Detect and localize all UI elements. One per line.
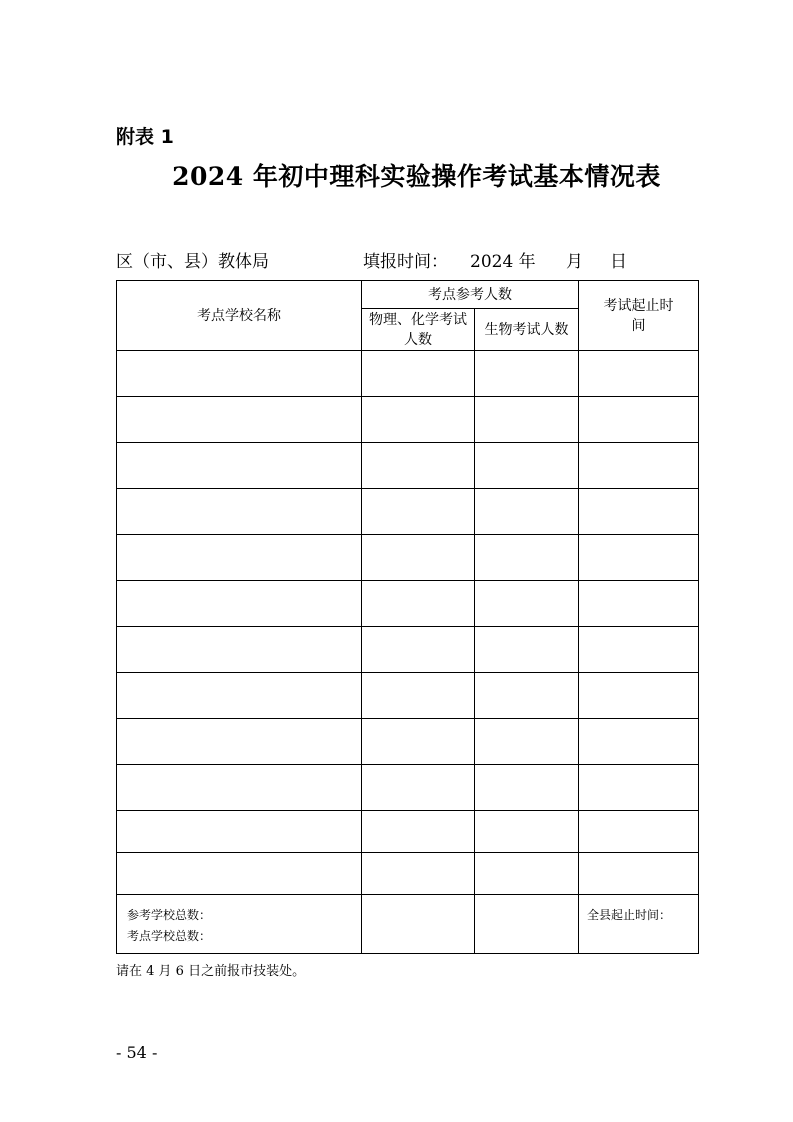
exam-time-cell[interactable] bbox=[579, 581, 699, 627]
county-time-cell[interactable] bbox=[579, 895, 699, 954]
bio-cell[interactable] bbox=[475, 397, 579, 443]
exam-time-cell[interactable] bbox=[579, 811, 699, 853]
school-name-cell[interactable] bbox=[117, 581, 362, 627]
table-row bbox=[117, 351, 699, 397]
year-label: 2024 年 bbox=[470, 252, 536, 272]
phys-chem-cell[interactable] bbox=[362, 397, 475, 443]
bio-cell[interactable] bbox=[475, 765, 579, 811]
header-phys-chem-count: 物理、化学考试人数 bbox=[362, 309, 475, 351]
header-bio-count: 生物考试人数 bbox=[475, 309, 579, 351]
bio-cell[interactable] bbox=[475, 489, 579, 535]
participating-schools-label: 参考学校总数： bbox=[127, 908, 212, 922]
bio-cell[interactable] bbox=[475, 673, 579, 719]
school-name-cell[interactable] bbox=[117, 351, 362, 397]
bio-cell[interactable] bbox=[475, 853, 579, 895]
school-name-cell[interactable] bbox=[117, 535, 362, 581]
school-name-cell[interactable] bbox=[117, 397, 362, 443]
school-name-cell[interactable] bbox=[117, 719, 362, 765]
exam-time-cell[interactable] bbox=[579, 535, 699, 581]
exam-time-cell[interactable] bbox=[579, 351, 699, 397]
exam-time-cell[interactable] bbox=[579, 719, 699, 765]
bureau-label: 区（市、县）教体局 bbox=[116, 252, 269, 272]
exam-time-cell[interactable] bbox=[579, 397, 699, 443]
phys-chem-cell[interactable] bbox=[362, 443, 475, 489]
exam-time-cell[interactable] bbox=[579, 489, 699, 535]
phys-chem-cell[interactable] bbox=[362, 489, 475, 535]
exam-time-cell[interactable] bbox=[579, 627, 699, 673]
bio-cell[interactable] bbox=[475, 627, 579, 673]
school-name-cell[interactable] bbox=[117, 443, 362, 489]
day-label: 日 bbox=[610, 252, 627, 272]
header-exam-time: 考试起止时 间 bbox=[579, 281, 699, 351]
phys-chem-cell[interactable] bbox=[362, 765, 475, 811]
bio-cell[interactable] bbox=[475, 719, 579, 765]
exam-time-cell[interactable] bbox=[579, 853, 699, 895]
table-row bbox=[117, 673, 699, 719]
table-row bbox=[117, 627, 699, 673]
annex-label: 附表 1 bbox=[116, 126, 174, 148]
month-label: 月 bbox=[566, 252, 583, 272]
county-time-label: 全县起止时间： bbox=[587, 908, 672, 922]
totals-row bbox=[117, 895, 699, 954]
exam-time-cell[interactable] bbox=[579, 765, 699, 811]
table-row bbox=[117, 581, 699, 627]
table-row bbox=[117, 853, 699, 895]
phys-chem-cell[interactable] bbox=[362, 853, 475, 895]
school-name-cell[interactable] bbox=[117, 811, 362, 853]
page-title: 2024 年初中理科实验操作考试基本情况表 bbox=[172, 162, 661, 191]
school-name-cell[interactable] bbox=[117, 489, 362, 535]
table-row bbox=[117, 443, 699, 489]
phys-chem-cell[interactable] bbox=[362, 673, 475, 719]
phys-chem-cell[interactable] bbox=[362, 719, 475, 765]
header-school-name: 考点学校名称 bbox=[117, 281, 362, 351]
info-table bbox=[116, 280, 699, 954]
page-number: - 54 - bbox=[116, 1043, 158, 1062]
bio-cell[interactable] bbox=[475, 581, 579, 627]
phys-chem-cell[interactable] bbox=[362, 535, 475, 581]
phys-chem-cell[interactable] bbox=[362, 811, 475, 853]
header-participant-count: 考点参考人数 bbox=[362, 281, 579, 309]
table-row bbox=[117, 811, 699, 853]
bio-cell[interactable] bbox=[475, 443, 579, 489]
school-name-cell[interactable] bbox=[117, 853, 362, 895]
exam-time-cell[interactable] bbox=[579, 443, 699, 489]
date-label: 填报时间： bbox=[363, 252, 448, 272]
phys-chem-cell[interactable] bbox=[362, 351, 475, 397]
table-row bbox=[117, 719, 699, 765]
phys-chem-cell[interactable] bbox=[362, 627, 475, 673]
table-row bbox=[117, 765, 699, 811]
phys-chem-total-cell[interactable] bbox=[362, 895, 475, 954]
exam-time-cell[interactable] bbox=[579, 673, 699, 719]
school-name-cell[interactable] bbox=[117, 765, 362, 811]
bio-total-cell[interactable] bbox=[475, 895, 579, 954]
table-row bbox=[117, 489, 699, 535]
phys-chem-cell[interactable] bbox=[362, 581, 475, 627]
school-name-cell[interactable] bbox=[117, 627, 362, 673]
table-row bbox=[117, 397, 699, 443]
totals-labels-cell[interactable] bbox=[117, 895, 362, 954]
venue-schools-label: 考点学校总数： bbox=[127, 929, 212, 943]
bio-cell[interactable] bbox=[475, 351, 579, 397]
bio-cell[interactable] bbox=[475, 811, 579, 853]
bio-cell[interactable] bbox=[475, 535, 579, 581]
school-name-cell[interactable] bbox=[117, 673, 362, 719]
submission-note: 请在 4 月 6 日之前报市技装处。 bbox=[116, 964, 306, 979]
table-row bbox=[117, 535, 699, 581]
